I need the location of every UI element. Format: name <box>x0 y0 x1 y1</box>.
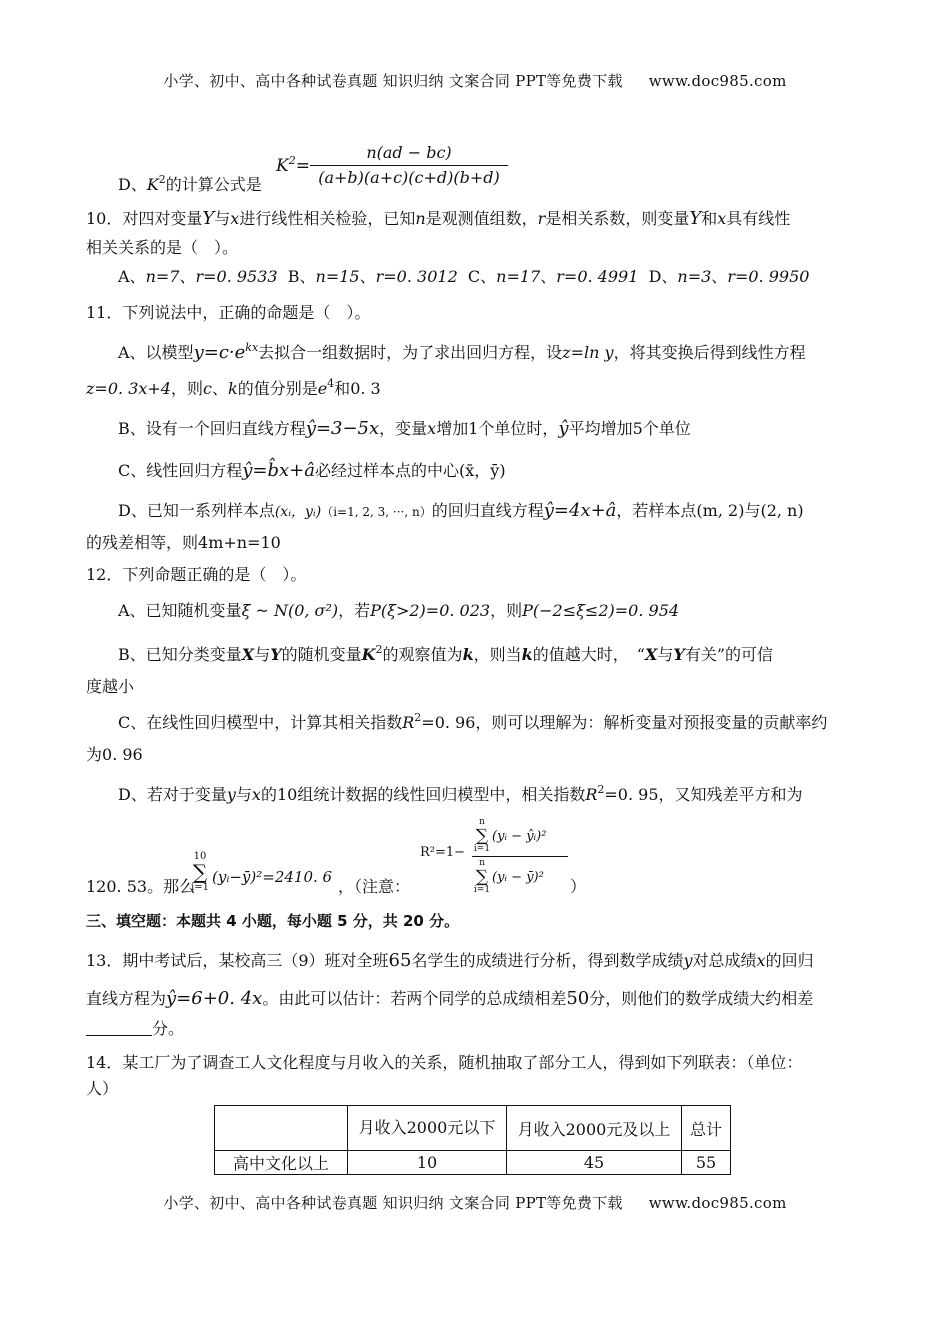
q10-option-c: C、n=17、r=0. 4991 <box>467 267 639 286</box>
q12-option-c-line1: C、在线性回归模型中，计算其相关指数$R^2=0$. 96，则可以理解为：解析变量对预报变量的贡献率约 <box>118 711 828 732</box>
q10-stem-line1: 10．对四对变量Y与x进行线性相关检验，已知n是观测值组数，r是相关系数，则变量Y和x具有线性 <box>86 208 791 229</box>
q12-stem: 12．下列命题正确的是（ ）。 <box>86 565 307 584</box>
q13-line2: 直线方程为ŷ=6+0. 4x。由此可以估计：若两个同学的总成绩相差50分，则他们的数学成绩大约相差 <box>86 988 814 1009</box>
q11-option-a-line2: z=0. 3x+4，则c、k的值分别是$e^4$和0. 3 <box>86 377 381 398</box>
q12-option-d-line2: 120. 53。那么 <box>86 877 196 896</box>
table-header-row <box>215 1106 731 1151</box>
page-header <box>0 70 950 91</box>
header-text: 小学、初中、高中各种试卷真题 知识归纳 文案合同 PPT等免费下载 <box>163 72 623 90</box>
q9-option-d: D、$K^2$的计算公式是 <box>118 173 262 194</box>
q12-note-lhs: R²=1− <box>420 845 466 860</box>
q10-var-n: n <box>415 209 426 228</box>
q11-option-a-line1: A、以模型$y=c\cdot e^{kx}$去拟合一组数据时，为了求出回归方程，设z=ln y，将其变换后得到线性方程 <box>118 341 806 363</box>
q9d-denominator: (a+b)(a+c)(c+d)(b+d) <box>310 165 508 187</box>
q13-line1: 13．期中考试后，某校高三（9）班对全班65名学生的成绩进行分析，得到数学成绩y对总成绩x的回归 <box>86 950 814 971</box>
q14-line2: 人） <box>86 1079 119 1098</box>
q12-sum-body: (yᵢ−ȳ)²=2410. 6 <box>212 868 333 886</box>
q12-option-c-line2: 为0. 96 <box>86 745 143 764</box>
q10-var-x: x <box>230 209 240 228</box>
q9d-prefix: D、 <box>118 175 147 194</box>
q9d-formula-lhs: $K^2=$ <box>276 154 310 176</box>
table-cell: 高中文化以上 <box>215 1151 348 1175</box>
q12-option-a: A、已知随机变量ξ ~ N(0, σ²)，若P(ξ>2)=0. 023，则P(−2≤ξ≤2)=0. 954 <box>118 601 680 620</box>
q12-sum-symbol: 10 ∑ i=1 <box>191 851 209 893</box>
q10-stem-line2: 相关关系的是（ ）。 <box>86 238 239 257</box>
footer-text: 小学、初中、高中各种试卷真题 知识归纳 文案合同 PPT等免费下载 <box>163 1194 623 1212</box>
q13-line3: 分。 <box>86 1018 864 1040</box>
table-header-cell: 月收入2000元及以上 <box>507 1106 682 1151</box>
q11-option-d-line1: D、已知一系列样本点(xᵢ，yᵢ)（i=1, 2, 3, ···, n）的回归直线方程ŷ=4x+â，若样本点(m, 2)与(2, n) <box>118 500 804 521</box>
contingency-table <box>214 1105 731 1175</box>
section-3-title: 三、填空题：本题共 4 小题，每小题 5 分，共 20 分。 <box>86 912 460 930</box>
q12-option-b-line2: 度越小 <box>86 677 135 696</box>
table-cell: 10 <box>348 1151 507 1175</box>
footer-site: www.doc985.com <box>648 1194 787 1212</box>
q9d-text: 的计算公式是 <box>165 175 262 194</box>
q11-option-b: B、设有一个回归直线方程ŷ=3−5x，变量x增加1个单位时，ŷ平均增加5个单位 <box>118 418 691 439</box>
q13-answer-blank[interactable] <box>86 1019 152 1036</box>
table-cell: 45 <box>507 1151 682 1175</box>
q9d-k-symbol: K <box>146 175 159 194</box>
q10-options <box>118 266 868 288</box>
q11-option-c: C、线性回归方程ŷ=b̂x+â必经过样本点的中心(x̄，ȳ) <box>118 460 506 481</box>
q12-note-fraction: n ∑ i=1 (yᵢ − ŷᵢ)² n ∑ i=1 (yᵢ − ȳ)² <box>472 816 568 897</box>
q9d-formula-fraction <box>310 143 508 187</box>
table-header-cell: 月收入2000元以下 <box>348 1106 507 1151</box>
q11-option-d-line2: 的残差相等，则4m+n=10 <box>86 533 281 552</box>
table-row <box>215 1151 731 1175</box>
q9d-numerator: n(ad − bc) <box>366 143 452 162</box>
q10-option-b: B、n=15、r=0. 3012 <box>287 267 458 286</box>
q10-var-r: r <box>537 209 546 228</box>
page-footer <box>0 1192 950 1213</box>
q10-option-a: A、n=7、r=0. 9533 <box>118 267 278 286</box>
table-header-cell <box>215 1106 348 1151</box>
q10-var-Y: Y <box>202 208 215 229</box>
q12-option-d-line1: D、若对于变量y与x的10组统计数据的线性回归模型中，相关指数$R^2=0$. 95，又知残差平方和为 <box>118 783 803 804</box>
q10-option-d: D、n=3、r=0. 9950 <box>648 267 810 286</box>
q14-line1: 14．某工厂为了调查工人文化程度与月收入的关系，随机抽取了部分工人，得到如下列联表：（单位： <box>86 1053 803 1072</box>
q11-stem: 11．下列说法中，正确的命题是（ ）。 <box>86 303 371 322</box>
q12-note-open: ，（注意： <box>338 877 411 896</box>
q12-note-close: ） <box>570 877 587 896</box>
header-site: www.doc985.com <box>648 72 787 90</box>
table-header-cell: 总计 <box>682 1106 731 1151</box>
table-cell: 55 <box>682 1151 731 1175</box>
q12-option-b-line1: B、已知分类变量X与Y的随机变量$K^2$的观察值为k，则当k的值越大时， “X与Y有关”的可信 <box>118 643 773 664</box>
